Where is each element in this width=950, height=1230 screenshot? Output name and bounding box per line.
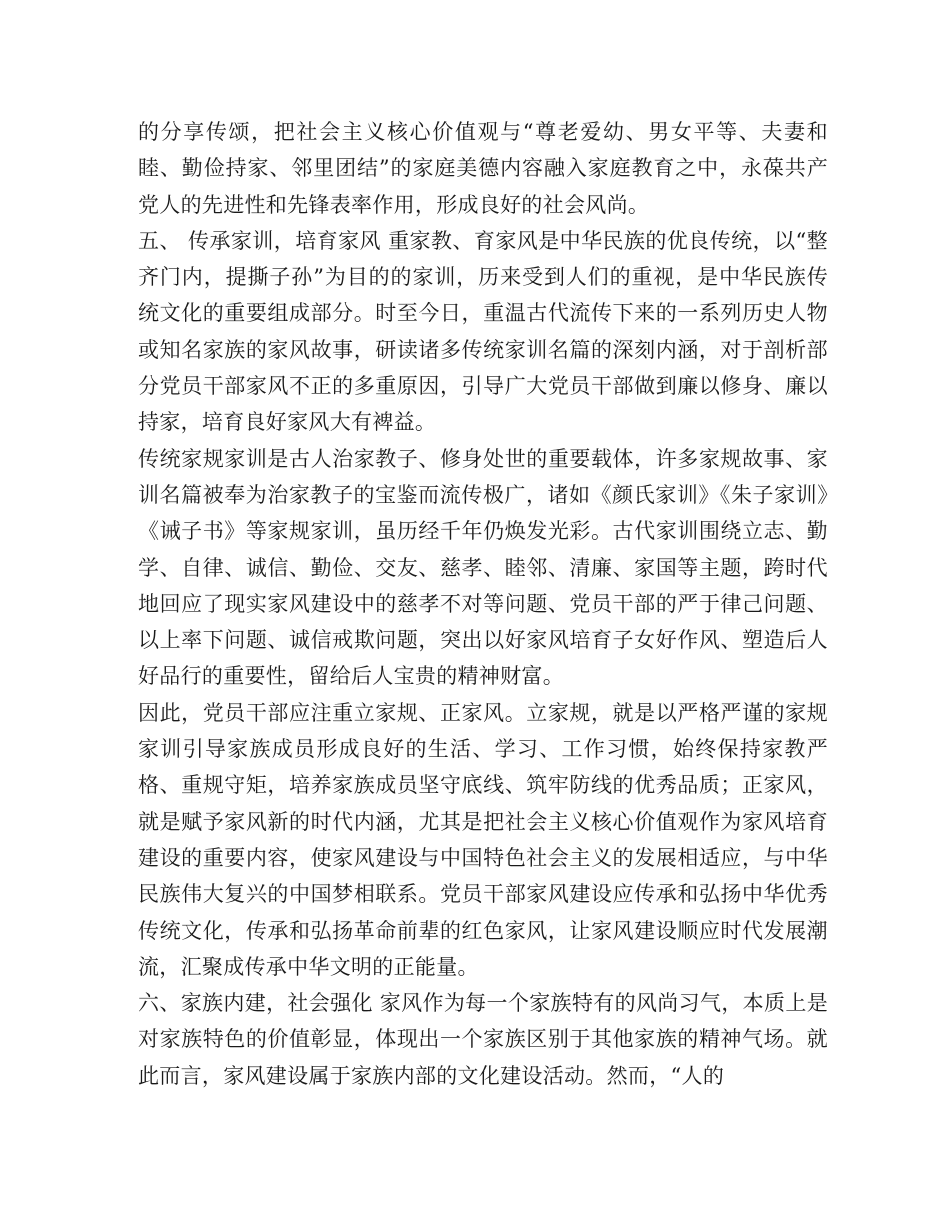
paragraph-3: 传统家规家训是古人治家教子、修身处世的重要载体，许多家规故事、家训名篇被奉为治家教子的宝鉴而流传极广，诸如《颜氏家训》《朱子家训》《诫子书》等家规家训，虽历经千年仍焕发光彩。古代家训围绕立志、勤学、自律、诚信、勤俭、交友、慈孝、睦邻、清廉、家国等主题，跨时代地回应了现实家风建设中的慈孝不对等问题、党员干部的严于律己问题、以上率下问题、诚信戒欺问题，突出以好家风培育子女好作风、塑造后人好品行的重要性，留给后人宝贵的精神财富。: [138, 446, 828, 689]
document-body: [138, 114, 828, 1094]
paragraph-4: 因此，党员干部应注重立家规、正家风。立家规，就是以严格严谨的家规家训引导家族成员形成良好的生活、学习、工作习惯，始终保持家教严格、重规守矩，培养家族成员坚守底线、筑牢防线的优秀品质；正家风，就是赋予家风新的时代内涵，尤其是把社会主义核心价值观作为家风培育建设的重要内容，使家风建设与中国特色社会主义的发展相适应，与中华民族伟大复兴的中国梦相联系。党员干部家风建设应传承和弘扬中华优秀传统文化，传承和弘扬革命前辈的红色家风，让家风建设顺应时代发展潮流，汇聚成传承中华文明的正能量。: [138, 700, 828, 979]
paragraph-1: 的分享传颂，把社会主义核心价值观与“尊老爱幼、男女平等、夫妻和睦、勤俭持家、邻里团结”的家庭美德内容融入家庭教育之中，永葆共产党人的先进性和先锋表率作用，形成良好的社会风尚。: [138, 120, 828, 217]
paragraph-5: 六、家族内建，社会强化 家风作为每一个家族特有的风尚习气，本质上是对家族特色的价值彰显，体现出一个家族区别于其他家族的精神气场。就此而言，家风建设属于家族内部的文化建设活动。然而，“人的: [138, 991, 828, 1088]
paragraph-2: 五、 传承家训，培育家风 重家教、育家风是中华民族的优良传统，以“整齐门内，提撕子孙”为目的的家训，历来受到人们的重视，是中华民族传统文化的重要组成部分。时至今日，重温古代流传下来的一系列历史人物或知名家族的家风故事，研读诸多传统家训名篇的深刻内涵，对于剖析部分党员干部家风不正的多重原因，引导广大党员干部做到廉以修身、廉以持家，培育良好家风大有裨益。: [138, 228, 828, 435]
